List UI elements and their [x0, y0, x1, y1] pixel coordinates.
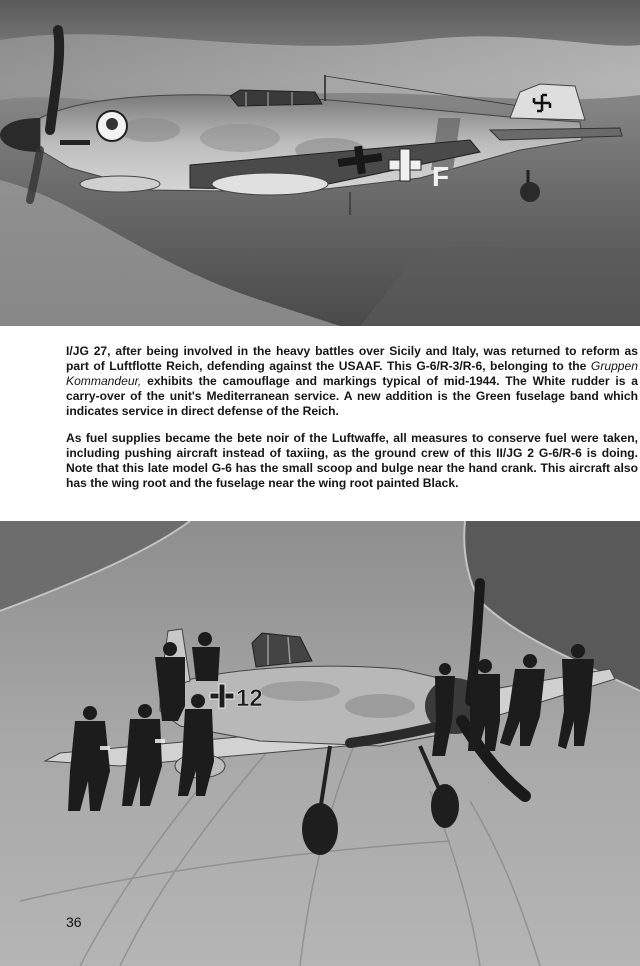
top-photo-aircraft-in-flight	[0, 0, 640, 326]
caption-top-photo	[66, 344, 638, 419]
caption-1-italic-term: Gruppen Kommandeur,	[66, 359, 638, 388]
page-number: 36	[66, 914, 82, 930]
caption-2-text: As fuel supplies became the bete noir of the Luftwaffe, all measures to conserve fuel were taken, including pushing aircraft instead of taxiing, as the ground crew of this II/JG 2 G-6/R-6 is doing. Note that this late model G-6 has the small scoop and bulge near the hand crank. This aircraft also has the wing root and the fuselage near the wing root painted Black.	[66, 431, 638, 490]
caption-1-text-a: I/JG 27, after being involved in the heavy battles over Sicily and Italy, was returned to reform as part of Luftflotte Reich, defending against the USAAF. This G-6/R-3/R-6, belonging to the	[66, 344, 638, 373]
caption-1-text-b: exhibits the camouflage and markings typical of mid-1944. The White rudder is a carry-over of the unit's Mediterranean service. A new addition is the Green fuselage band which indicates service in direct defense of the Reich.	[66, 374, 638, 418]
caption-bottom-photo	[66, 431, 638, 491]
fuselage-number: 12	[236, 685, 263, 712]
fuselage-marking: F	[432, 161, 450, 192]
bottom-photo-crew-pushing-aircraft	[0, 521, 640, 966]
